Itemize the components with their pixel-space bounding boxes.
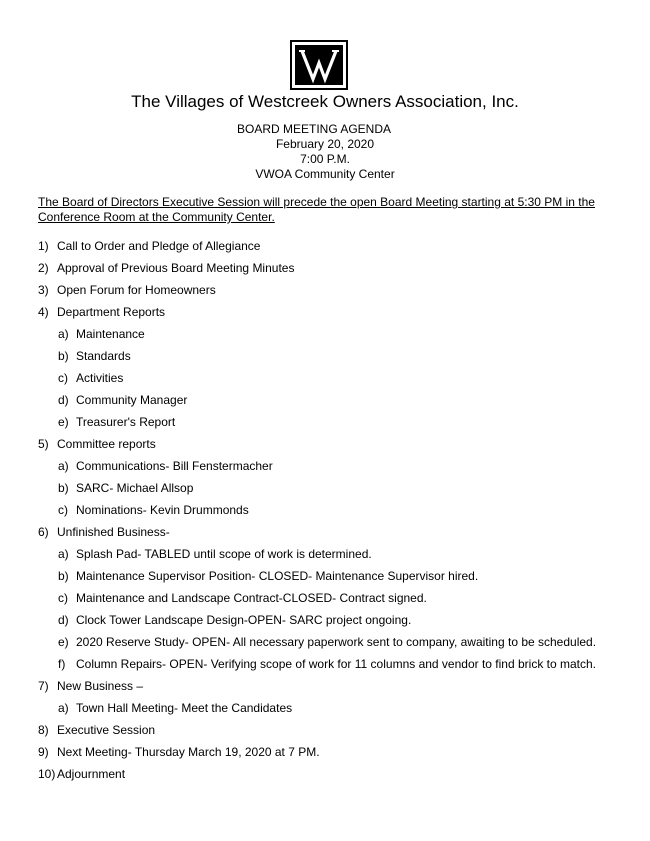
agenda-subitem	[58, 635, 596, 649]
agenda-subitem-text: Maintenance	[76, 327, 145, 341]
agenda-item-text: Department Reports	[57, 305, 166, 319]
agenda-item-text: Open Forum for Homeowners	[57, 283, 216, 297]
agenda-item-number: 8)	[38, 723, 49, 737]
agenda-item	[38, 305, 165, 319]
agenda-item-number: 5)	[38, 437, 49, 451]
agenda-item-text: Unfinished Business-	[57, 525, 170, 539]
agenda-item-number: 3)	[38, 283, 49, 297]
agenda-item	[38, 723, 155, 737]
agenda-item-text: Call to Order and Pledge of Allegiance	[57, 239, 261, 253]
agenda-subitem-text: Community Manager	[76, 393, 188, 407]
agenda-subitem-text: Activities	[76, 371, 124, 385]
agenda-item	[38, 767, 125, 781]
agenda-subitem-letter: e)	[58, 635, 69, 649]
agenda-subitem	[58, 569, 478, 583]
agenda-subitem	[58, 393, 187, 407]
agenda-item	[38, 239, 260, 253]
agenda-item-number: 4)	[38, 305, 49, 319]
agenda-subitem-letter: a)	[58, 547, 69, 561]
agenda-subitem-text: Clock Tower Landscape Design-OPEN- SARC project ongoing.	[76, 613, 412, 627]
agenda-item-text: Adjournment	[57, 767, 126, 781]
agenda-subitem-letter: b)	[58, 569, 69, 583]
agenda-subitem-letter: c)	[58, 591, 68, 605]
agenda-subitem	[58, 613, 411, 627]
agenda-item-number: 7)	[38, 679, 49, 693]
vwoa-logo	[290, 40, 348, 90]
agenda-subitem-letter: b)	[58, 481, 69, 495]
agenda-subitem	[58, 503, 249, 517]
meeting-location: VWOA Community Center	[255, 167, 395, 181]
org-name: The Villages of Westcreek Owners Association, Inc.	[131, 92, 519, 111]
agenda-subitem-letter: a)	[58, 459, 69, 473]
meeting-date: February 20, 2020	[275, 137, 375, 151]
agenda-subitem-text: Treasurer's Report	[76, 415, 176, 429]
vw-monogram-icon	[295, 45, 343, 85]
agenda-subitem-letter: f)	[58, 657, 66, 671]
agenda-subitem	[58, 349, 131, 363]
agenda-subitem	[58, 547, 372, 561]
agenda-item-number: 1)	[38, 239, 49, 253]
agenda-subitem-text: Town Hall Meeting- Meet the Candidates	[76, 701, 293, 715]
agenda-item-text: Next Meeting- Thursday March 19, 2020 at 7 PM.	[57, 745, 320, 759]
agenda-subitem	[58, 701, 292, 715]
agenda-item-number: 9)	[38, 745, 49, 759]
doc-title: BOARD MEETING AGENDA	[236, 122, 392, 136]
agenda-subitem-letter: a)	[58, 327, 69, 341]
agenda-item	[38, 437, 156, 451]
agenda-subitem	[58, 327, 145, 341]
agenda-item-text: Committee reports	[57, 437, 156, 451]
agenda-subitem-text: Column Repairs- OPEN- Verifying scope of work for 11 columns and vendor to find brick to match.	[76, 657, 597, 671]
agenda-item-text: New Business –	[57, 679, 144, 693]
meeting-header	[0, 122, 650, 182]
agenda-subitem-letter: b)	[58, 349, 69, 363]
agenda-item-number: 6)	[38, 525, 49, 539]
agenda-subitem	[58, 591, 427, 605]
executive-session-notice: The Board of Directors Executive Session will precede the open Board Meeting starting at 5:30 PM in the Conference Room at the Community Center.	[38, 195, 595, 224]
agenda-subitem-letter: e)	[58, 415, 69, 429]
agenda-subitem-text: 2020 Reserve Study- OPEN- All necessary paperwork sent to company, awaiting to be scheduled.	[76, 635, 597, 649]
agenda-subitem-text: Standards	[76, 349, 131, 363]
agenda-item	[38, 745, 320, 759]
agenda-subitem-text: Maintenance and Landscape Contract-CLOSED- Contract signed.	[76, 591, 427, 605]
agenda-subitem-letter: d)	[58, 393, 69, 407]
agenda-item-text: Approval of Previous Board Meeting Minutes	[57, 261, 295, 275]
agenda-subitem-text: Nominations- Kevin Drummonds	[76, 503, 249, 517]
agenda-subitem-text: Maintenance Supervisor Position- CLOSED- Maintenance Supervisor hired.	[76, 569, 479, 583]
agenda-subitem-text: Splash Pad- TABLED until scope of work is determined.	[76, 547, 372, 561]
agenda-item	[38, 261, 294, 275]
agenda-subitem-letter: a)	[58, 701, 69, 715]
agenda-item-number: 2)	[38, 261, 49, 275]
agenda-item	[38, 679, 143, 693]
agenda-subitem	[58, 459, 273, 473]
agenda-item-number: 10)	[38, 767, 56, 781]
agenda-subitem-letter: c)	[58, 371, 68, 385]
agenda-item	[38, 283, 216, 297]
agenda-subitem-text: SARC- Michael Allsop	[76, 481, 194, 495]
agenda-subitem-letter: c)	[58, 503, 68, 517]
agenda-subitem-text: Communications- Bill Fenstermacher	[76, 459, 273, 473]
agenda-subitem	[58, 415, 175, 429]
agenda-subitem	[58, 371, 123, 385]
agenda-subitem-letter: d)	[58, 613, 69, 627]
agenda-item	[38, 525, 170, 539]
meeting-time: 7:00 P.M.	[300, 152, 350, 166]
agenda-subitem	[58, 481, 193, 495]
agenda-item-text: Executive Session	[57, 723, 156, 737]
agenda-subitem	[58, 657, 596, 671]
